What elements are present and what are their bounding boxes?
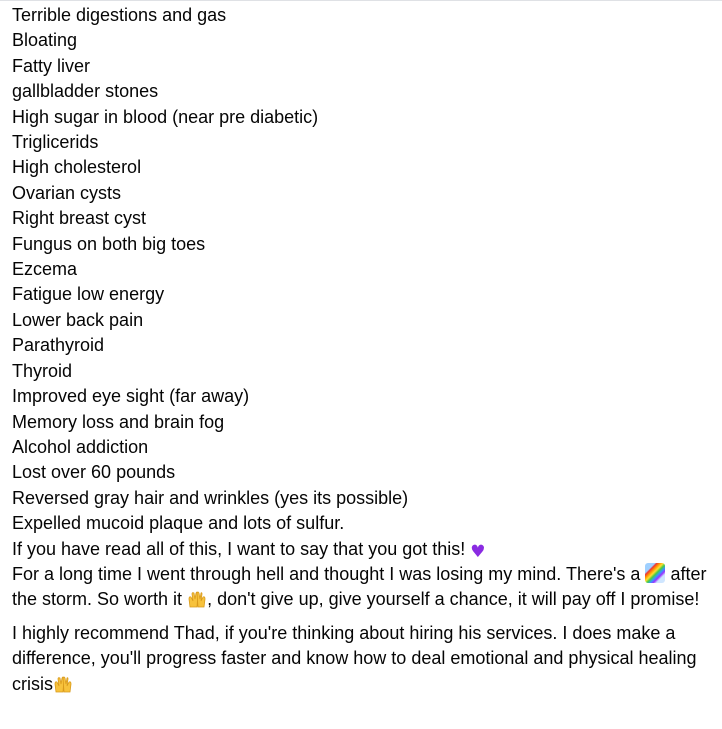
list-item: Bloating — [12, 30, 78, 51]
list-item: Memory loss and brain fog — [12, 411, 225, 432]
list-item: gallbladder stones — [12, 81, 159, 102]
list-item: Parathyroid — [12, 335, 105, 356]
paragraph-gap — [12, 613, 718, 621]
list-item: High sugar in blood (near pre diabetic) — [12, 106, 319, 127]
encouragement-line — [12, 537, 718, 562]
raising-hands-icon — [187, 590, 207, 608]
list-item: Thyroid — [12, 360, 73, 381]
list-item: Reversed gray hair and wrinkles (yes its possible) — [12, 487, 409, 508]
list-item: Lower back pain — [12, 309, 144, 330]
list-item: Triglicerids — [12, 132, 99, 153]
story-paragraph — [12, 562, 718, 613]
list-item: Ovarian cysts — [12, 182, 122, 203]
list-item: High cholesterol — [12, 157, 142, 178]
top-divider — [0, 0, 722, 1]
list-item: Ezcema — [12, 259, 78, 280]
list-item: Fungus on both big toes — [12, 233, 206, 254]
post-text — [12, 3, 718, 697]
raising-hands-icon — [53, 675, 73, 693]
rainbow-icon — [645, 563, 665, 583]
encouragement-text: If you have read all of this, I want to say that you got this! — [12, 538, 466, 559]
list-item: Terrible digestions and gas — [12, 5, 227, 25]
story-text-3: , don't give up, give yourself a chance, it will pay off I promise! — [207, 589, 700, 610]
recommendation-paragraph — [12, 621, 718, 697]
list-item: Fatigue low energy — [12, 284, 165, 305]
story-text-1: For a long time I went through hell and thought I was losing my mind. There's a — [12, 563, 641, 584]
list-item: Right breast cyst — [12, 208, 147, 229]
list-item: Alcohol addiction — [12, 436, 149, 457]
purple-heart-icon: ♥ — [470, 541, 486, 562]
story-text-2: after the storm. So worth it — [12, 563, 707, 610]
recommendation-text: I highly recommend Thad, if you're thinking about hiring his services. I does make a difference, you'll progress faster and know how to deal emotional and physical healing crisis — [12, 622, 697, 694]
list-item: Lost over 60 pounds — [12, 462, 176, 483]
list-item: Improved eye sight (far away) — [12, 386, 250, 407]
list-item: Expelled mucoid plaque and lots of sulfur. — [12, 513, 345, 534]
list-item: Fatty liver — [12, 55, 91, 76]
